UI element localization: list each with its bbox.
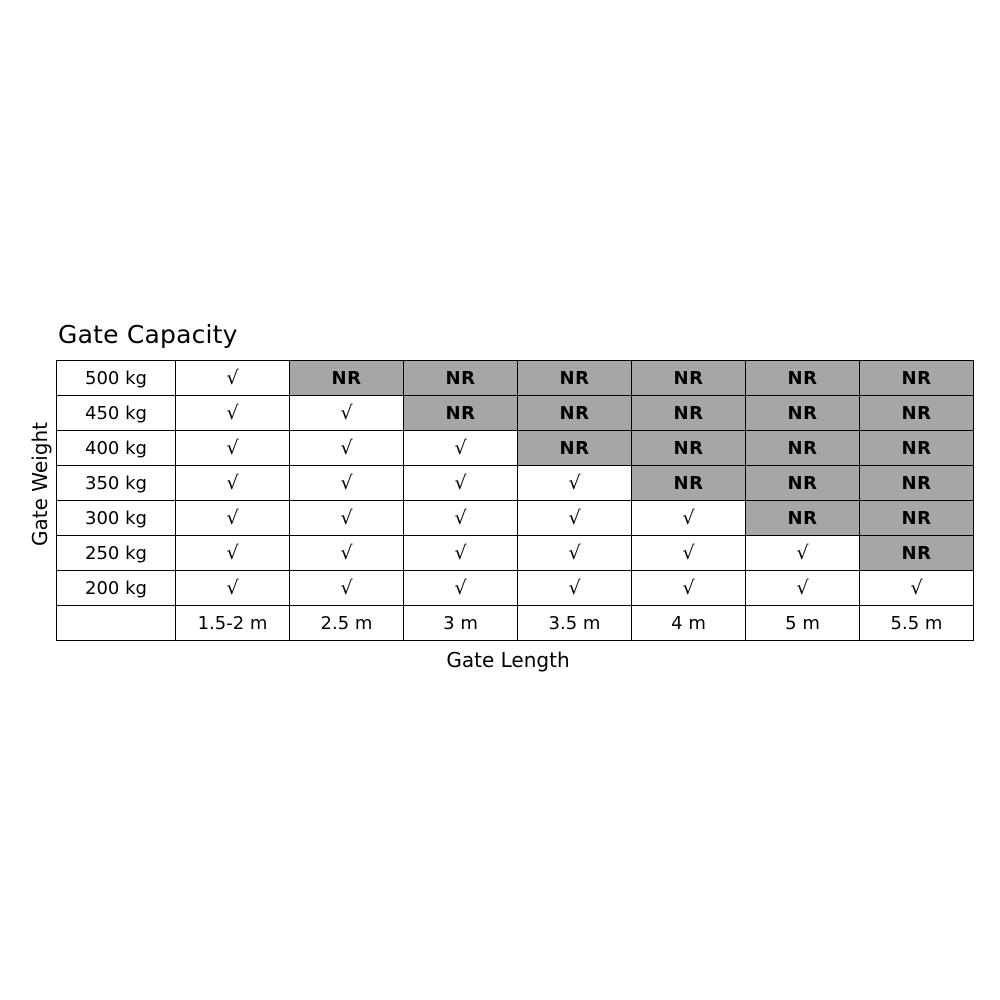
gate-capacity-table [56, 360, 974, 641]
cell: NR [860, 501, 974, 536]
column-header: 3.5 m [518, 606, 632, 641]
cell: NR [746, 466, 860, 501]
cell: √ [290, 431, 404, 466]
cell: √ [746, 536, 860, 571]
cell: √ [176, 396, 290, 431]
column-header: 5.5 m [860, 606, 974, 641]
cell: √ [632, 571, 746, 606]
table-corner-cell [57, 606, 176, 641]
cell: NR [632, 396, 746, 431]
table-row [57, 571, 974, 606]
cell: √ [518, 536, 632, 571]
cell: √ [290, 571, 404, 606]
cell: √ [290, 536, 404, 571]
table-body [57, 361, 974, 641]
column-header: 3 m [404, 606, 518, 641]
cell: √ [518, 466, 632, 501]
cell: NR [632, 361, 746, 396]
cell: NR [746, 396, 860, 431]
cell: √ [518, 571, 632, 606]
table-row [57, 536, 974, 571]
cell: NR [860, 431, 974, 466]
column-header: 1.5-2 m [176, 606, 290, 641]
row-header: 300 kg [57, 501, 176, 536]
cell: NR [518, 431, 632, 466]
cell: NR [404, 361, 518, 396]
table-row [57, 501, 974, 536]
row-header: 400 kg [57, 431, 176, 466]
cell: NR [404, 396, 518, 431]
cell: √ [290, 396, 404, 431]
row-header: 350 kg [57, 466, 176, 501]
cell: NR [860, 466, 974, 501]
cell: √ [176, 501, 290, 536]
cell: NR [746, 431, 860, 466]
cell: √ [860, 571, 974, 606]
cell: NR [518, 396, 632, 431]
cell: √ [176, 571, 290, 606]
cell: √ [518, 501, 632, 536]
row-header: 200 kg [57, 571, 176, 606]
cell: √ [404, 536, 518, 571]
cell: √ [746, 571, 860, 606]
cell: √ [404, 571, 518, 606]
cell: NR [518, 361, 632, 396]
cell: NR [632, 431, 746, 466]
cell: √ [176, 536, 290, 571]
cell: √ [632, 501, 746, 536]
page-title: Gate Capacity [58, 320, 238, 349]
column-header: 2.5 m [290, 606, 404, 641]
y-axis-label: Gate Weight [28, 422, 52, 546]
column-header: 4 m [632, 606, 746, 641]
cell: NR [860, 536, 974, 571]
cell: √ [632, 536, 746, 571]
table-row [57, 431, 974, 466]
cell: √ [404, 466, 518, 501]
table-row [57, 361, 974, 396]
cell: NR [632, 466, 746, 501]
row-header: 450 kg [57, 396, 176, 431]
cell: √ [290, 466, 404, 501]
cell: NR [860, 396, 974, 431]
cell: NR [746, 501, 860, 536]
cell: √ [176, 466, 290, 501]
cell: NR [290, 361, 404, 396]
table-row [57, 396, 974, 431]
x-axis-label: Gate Length [446, 648, 570, 672]
row-header: 500 kg [57, 361, 176, 396]
table-row [57, 466, 974, 501]
cell: √ [404, 501, 518, 536]
cell: NR [860, 361, 974, 396]
cell: √ [176, 361, 290, 396]
cell: √ [290, 501, 404, 536]
cell: √ [176, 431, 290, 466]
row-header: 250 kg [57, 536, 176, 571]
cell: NR [746, 361, 860, 396]
table-footer-row [57, 606, 974, 641]
column-header: 5 m [746, 606, 860, 641]
cell: √ [404, 431, 518, 466]
